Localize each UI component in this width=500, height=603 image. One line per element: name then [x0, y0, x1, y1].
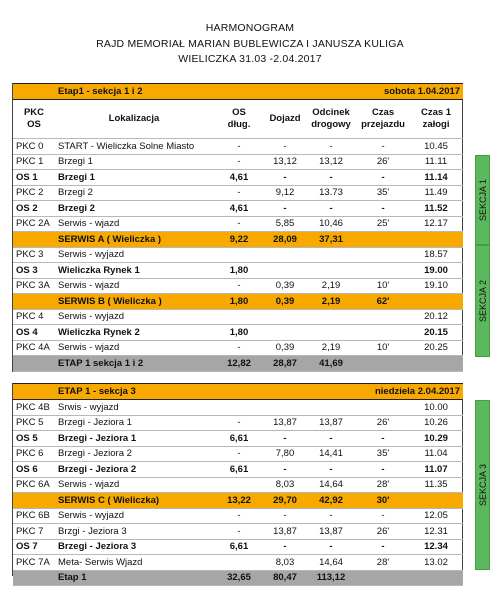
table-row	[13, 154, 463, 170]
service-row	[13, 493, 463, 509]
cell-location: Brzegi 1	[55, 154, 213, 170]
cell-road-section: -	[305, 201, 357, 217]
cell-os-length: 6,61	[213, 539, 265, 555]
cell-first-crew-time: 20.15	[409, 325, 463, 341]
cell-travel-time: 28'	[357, 477, 409, 493]
cell-pkc	[13, 356, 55, 372]
cell-road-section: -	[305, 139, 357, 155]
cell-first-crew-time: 10.29	[409, 431, 463, 447]
cell-first-crew-time	[409, 570, 463, 586]
table-row	[13, 340, 463, 356]
cell-travel-time	[357, 232, 409, 248]
cell-os-length: -	[213, 278, 265, 294]
cell-travel-time: 26'	[357, 154, 409, 170]
cell-pkc: PKC 6B	[13, 508, 55, 524]
cell-os-length: -	[213, 508, 265, 524]
cell-approach	[265, 309, 305, 325]
cell-approach	[265, 263, 305, 279]
cell-first-crew-time	[409, 294, 463, 310]
table-row	[13, 555, 463, 571]
cell-os-length	[213, 555, 265, 571]
cell-travel-time	[357, 570, 409, 586]
document-title: HARMONOGRAM	[205, 22, 295, 34]
cell-travel-time: 28'	[357, 555, 409, 571]
cell-location: Brzegi - Jeziora 1	[55, 431, 213, 447]
section-2-marker	[475, 245, 490, 357]
cell-os-length: 9,22	[213, 232, 265, 248]
cell-travel-time	[357, 400, 409, 416]
cell-approach	[265, 400, 305, 416]
table-row	[13, 477, 463, 493]
cell-pkc: PKC 7	[13, 524, 55, 540]
cell-os-length: -	[213, 216, 265, 232]
cell-approach: -	[265, 201, 305, 217]
cell-first-crew-time: 10.26	[409, 415, 463, 431]
cell-first-crew-time	[409, 493, 463, 509]
cell-location: Serwis - wyjazd	[55, 247, 213, 263]
stage2-table	[13, 383, 463, 586]
table-row	[13, 446, 463, 462]
cell-os-length: 12,82	[213, 356, 265, 372]
stage1-title-row	[13, 84, 463, 100]
total-row	[13, 356, 463, 372]
cell-pkc: PKC 0	[13, 139, 55, 155]
cell-approach: -	[265, 170, 305, 186]
stage1-table	[13, 83, 463, 372]
cell-location: Brzegi - Jeziora 1	[55, 415, 213, 431]
stage1-column-headers	[13, 100, 463, 139]
cell-approach: -	[265, 431, 305, 447]
table-row	[13, 170, 463, 186]
event-dates: WIELICZKA 31.03 -2.04.2017	[178, 53, 322, 65]
cell-os-length: 1,80	[213, 294, 265, 310]
stage2-title-row	[13, 384, 463, 400]
cell-location: Serwis - wyjazd	[55, 508, 213, 524]
cell-road-section: 2,19	[305, 278, 357, 294]
cell-os-length: -	[213, 139, 265, 155]
cell-os-length	[213, 309, 265, 325]
cell-pkc: OS 2	[13, 201, 55, 217]
cell-pkc: PKC 3A	[13, 278, 55, 294]
cell-os-length	[213, 477, 265, 493]
cell-travel-time: 26'	[357, 415, 409, 431]
cell-travel-time	[357, 325, 409, 341]
cell-approach: -	[265, 139, 305, 155]
cell-pkc: OS 3	[13, 263, 55, 279]
table-row	[13, 400, 463, 416]
section-3-marker	[475, 400, 490, 570]
cell-location: SERWIS B ( Wieliczka )	[55, 294, 213, 310]
cell-approach: 13,87	[265, 524, 305, 540]
cell-os-length	[213, 247, 265, 263]
cell-first-crew-time: 18.57	[409, 247, 463, 263]
cell-travel-time: -	[357, 139, 409, 155]
col-travel-time: Czas przejazdu	[357, 100, 409, 139]
service-row	[13, 232, 463, 248]
cell-first-crew-time: 11.35	[409, 477, 463, 493]
cell-travel-time: -	[357, 539, 409, 555]
cell-road-section	[305, 325, 357, 341]
table-row	[13, 524, 463, 540]
table-row	[13, 185, 463, 201]
cell-travel-time: 10'	[357, 278, 409, 294]
cell-approach	[265, 247, 305, 263]
stage1-date: sobota 1.04.2017	[305, 84, 463, 100]
table-row	[13, 462, 463, 478]
table-row	[13, 247, 463, 263]
cell-travel-time: -	[357, 431, 409, 447]
cell-approach: 13,12	[265, 154, 305, 170]
cell-pkc: OS 6	[13, 462, 55, 478]
cell-travel-time: 35'	[357, 446, 409, 462]
cell-pkc: PKC 5	[13, 415, 55, 431]
cell-first-crew-time: 11.52	[409, 201, 463, 217]
cell-os-length: -	[213, 340, 265, 356]
cell-travel-time	[357, 263, 409, 279]
cell-first-crew-time: 10.45	[409, 139, 463, 155]
stage1-title: Etap1 - sekcja 1 i 2	[55, 84, 305, 100]
cell-approach: 29,70	[265, 493, 305, 509]
cell-road-section: -	[305, 508, 357, 524]
cell-os-length: 4,61	[213, 201, 265, 217]
cell-os-length: 1,80	[213, 325, 265, 341]
cell-road-section	[305, 263, 357, 279]
cell-location: Brzegi 1	[55, 170, 213, 186]
cell-approach: 9,12	[265, 185, 305, 201]
cell-pkc: PKC 4	[13, 309, 55, 325]
cell-pkc: PKC 2	[13, 185, 55, 201]
cell-pkc: PKC 1	[13, 154, 55, 170]
cell-location: SERWIS C ( Wieliczka)	[55, 493, 213, 509]
total-row	[13, 570, 463, 586]
cell-approach: 80,47	[265, 570, 305, 586]
table-row	[13, 431, 463, 447]
cell-approach: 8,03	[265, 555, 305, 571]
cell-first-crew-time: 10.00	[409, 400, 463, 416]
table-row	[13, 539, 463, 555]
cell-pkc	[13, 232, 55, 248]
cell-pkc: OS 7	[13, 539, 55, 555]
col-first-crew-time: Czas 1 załogi	[409, 100, 463, 139]
section-1-label: SEKCJA 1	[477, 178, 488, 222]
cell-road-section: 42,92	[305, 493, 357, 509]
cell-approach: 28,09	[265, 232, 305, 248]
stage2-date: niedziela 2.04.2017	[305, 384, 463, 400]
cell-approach: 0,39	[265, 340, 305, 356]
cell-travel-time: 62'	[357, 294, 409, 310]
cell-location: Serwis - wjazd	[55, 216, 213, 232]
cell-road-section: -	[305, 462, 357, 478]
cell-travel-time: -	[357, 462, 409, 478]
cell-location: Etap 1	[55, 570, 213, 586]
section-2-label: SEKCJA 2	[477, 279, 488, 323]
table-row	[13, 325, 463, 341]
cell-travel-time: 10'	[357, 340, 409, 356]
col-location: Lokalizacja	[55, 100, 213, 139]
col-pkc-os: PKC OS	[13, 100, 55, 139]
section-3-label: SEKCJA 3	[477, 463, 488, 507]
cell-first-crew-time: 13.02	[409, 555, 463, 571]
cell-os-length: -	[213, 415, 265, 431]
cell-location: Wieliczka Rynek 1	[55, 263, 213, 279]
cell-approach	[265, 325, 305, 341]
cell-approach: 5,85	[265, 216, 305, 232]
col-os-length: OS dług.	[213, 100, 265, 139]
cell-pkc: OS 5	[13, 431, 55, 447]
cell-first-crew-time: 12.17	[409, 216, 463, 232]
cell-road-section: -	[305, 539, 357, 555]
table-row	[13, 309, 463, 325]
cell-travel-time: 26'	[357, 524, 409, 540]
cell-first-crew-time: 11.49	[409, 185, 463, 201]
cell-location: Serwis - wjazd	[55, 477, 213, 493]
cell-first-crew-time	[409, 356, 463, 372]
service-row	[13, 294, 463, 310]
cell-road-section: 2,19	[305, 340, 357, 356]
cell-approach: -	[265, 508, 305, 524]
cell-approach: 0,39	[265, 278, 305, 294]
cell-os-length: 1,80	[213, 263, 265, 279]
cell-pkc: PKC 6	[13, 446, 55, 462]
cell-location: Brzegi - Jeziora 2	[55, 446, 213, 462]
col-approach: Dojazd	[265, 100, 305, 139]
cell-first-crew-time: 11.11	[409, 154, 463, 170]
cell-location: Serwis - wyjazd	[55, 309, 213, 325]
cell-os-length	[213, 400, 265, 416]
cell-pkc: PKC 2A	[13, 216, 55, 232]
cell-os-length: 6,61	[213, 431, 265, 447]
cell-road-section: 13,12	[305, 154, 357, 170]
cell-pkc: PKC 4B	[13, 400, 55, 416]
cell-road-section	[305, 309, 357, 325]
cell-pkc: PKC 6A	[13, 477, 55, 493]
cell-pkc: PKC 4A	[13, 340, 55, 356]
cell-location: Serwis - wjazd	[55, 278, 213, 294]
cell-road-section: 41,69	[305, 356, 357, 372]
table-row	[13, 216, 463, 232]
cell-location: Serwis - wjazd	[55, 340, 213, 356]
cell-pkc: PKC 7A	[13, 555, 55, 571]
cell-os-length: -	[213, 524, 265, 540]
cell-approach: 28,87	[265, 356, 305, 372]
cell-approach: 7,80	[265, 446, 305, 462]
table-row	[13, 201, 463, 217]
cell-road-section: 13,87	[305, 524, 357, 540]
table-row	[13, 508, 463, 524]
cell-travel-time: 25'	[357, 216, 409, 232]
cell-pkc	[13, 294, 55, 310]
cell-approach: 0,39	[265, 294, 305, 310]
cell-travel-time	[357, 356, 409, 372]
cell-location: Srwis - wyjazd	[55, 400, 213, 416]
cell-pkc: OS 1	[13, 170, 55, 186]
cell-approach: -	[265, 462, 305, 478]
cell-first-crew-time: 19.00	[409, 263, 463, 279]
cell-road-section: -	[305, 170, 357, 186]
cell-first-crew-time: 11.14	[409, 170, 463, 186]
event-name: RAJD MEMORIAŁ MARIAN BUBLEWICZA I JANUSZA KULIGA	[96, 38, 404, 50]
cell-travel-time: -	[357, 508, 409, 524]
cell-road-section: 2,19	[305, 294, 357, 310]
cell-os-length: 4,61	[213, 170, 265, 186]
cell-location: Brzgi - Jeziora 3	[55, 524, 213, 540]
cell-road-section: 14,64	[305, 555, 357, 571]
cell-first-crew-time	[409, 232, 463, 248]
cell-travel-time: -	[357, 170, 409, 186]
cell-first-crew-time: 12.34	[409, 539, 463, 555]
cell-location: Brzegi 2	[55, 201, 213, 217]
cell-pkc: OS 4	[13, 325, 55, 341]
cell-location: Brzegi - Jeziora 3	[55, 539, 213, 555]
cell-location: Brzegi 2	[55, 185, 213, 201]
cell-approach: 8,03	[265, 477, 305, 493]
cell-road-section	[305, 247, 357, 263]
table-row	[13, 263, 463, 279]
cell-first-crew-time: 12.05	[409, 508, 463, 524]
cell-road-section: 13.73	[305, 185, 357, 201]
stage2-title: ETAP 1 - sekcja 3	[55, 384, 305, 400]
cell-road-section: 113,12	[305, 570, 357, 586]
cell-location: Wieliczka Rynek 2	[55, 325, 213, 341]
cell-pkc	[13, 493, 55, 509]
cell-location: SERWIS A ( Wieliczka )	[55, 232, 213, 248]
cell-os-length: 6,61	[213, 462, 265, 478]
cell-travel-time	[357, 247, 409, 263]
cell-location: Meta- Serwis Wjazd	[55, 555, 213, 571]
cell-first-crew-time: 20.12	[409, 309, 463, 325]
cell-os-length: 13,22	[213, 493, 265, 509]
cell-os-length: -	[213, 154, 265, 170]
cell-road-section: 14,64	[305, 477, 357, 493]
cell-approach: -	[265, 539, 305, 555]
cell-pkc: PKC 3	[13, 247, 55, 263]
cell-travel-time: -	[357, 201, 409, 217]
cell-first-crew-time: 20.25	[409, 340, 463, 356]
cell-road-section: -	[305, 431, 357, 447]
cell-road-section: 37,31	[305, 232, 357, 248]
cell-approach: 13,87	[265, 415, 305, 431]
cell-travel-time: 35'	[357, 185, 409, 201]
cell-first-crew-time: 19.10	[409, 278, 463, 294]
cell-location: Brzegi - Jeziora 2	[55, 462, 213, 478]
cell-road-section: 14,41	[305, 446, 357, 462]
cell-os-length: 32,65	[213, 570, 265, 586]
cell-os-length: -	[213, 185, 265, 201]
cell-travel-time: 30'	[357, 493, 409, 509]
table-row	[13, 139, 463, 155]
section-1-marker	[475, 155, 490, 245]
col-road-section: Odcinek drogowy	[305, 100, 357, 139]
cell-first-crew-time: 12.31	[409, 524, 463, 540]
cell-location: ETAP 1 sekcja 1 i 2	[55, 356, 213, 372]
table-row	[13, 415, 463, 431]
cell-travel-time	[357, 309, 409, 325]
cell-pkc	[13, 570, 55, 586]
table-row	[13, 278, 463, 294]
cell-first-crew-time: 11.04	[409, 446, 463, 462]
cell-road-section	[305, 400, 357, 416]
cell-location: START - Wieliczka Solne Miasto	[55, 139, 213, 155]
cell-first-crew-time: 11.07	[409, 462, 463, 478]
cell-road-section: 13,87	[305, 415, 357, 431]
cell-os-length: -	[213, 446, 265, 462]
cell-road-section: 10,46	[305, 216, 357, 232]
